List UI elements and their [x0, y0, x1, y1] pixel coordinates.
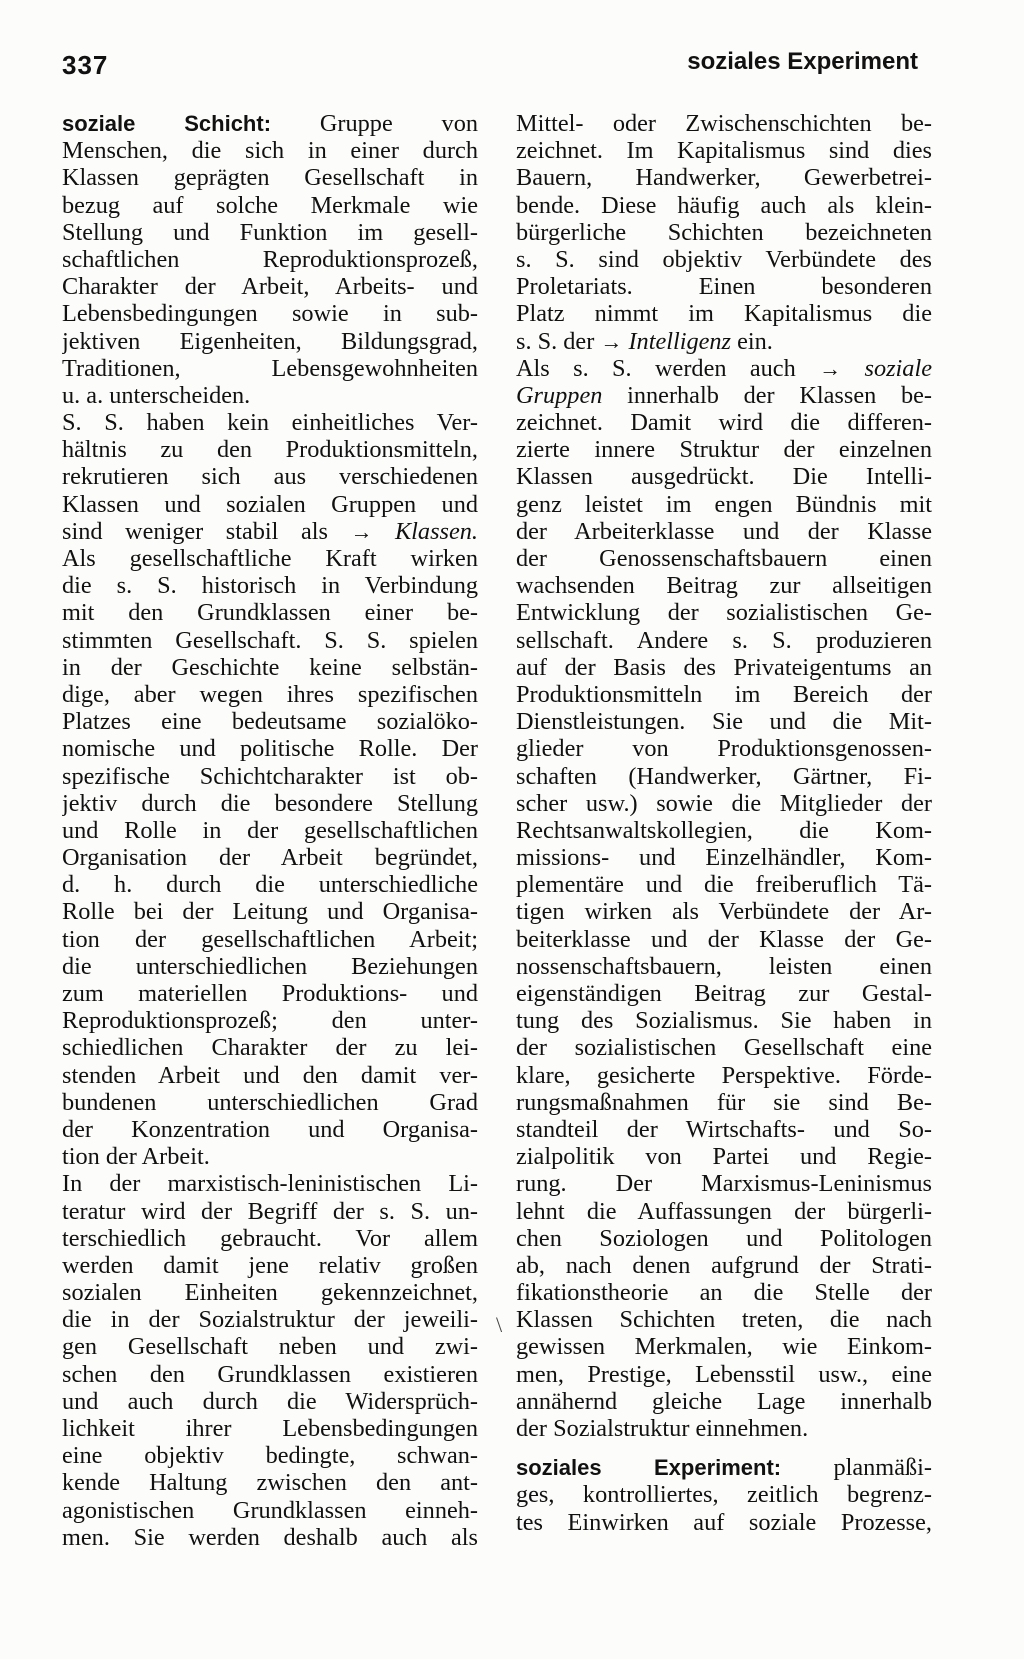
line-text: zeichnet. Im Kapitalismus sind dies — [516, 137, 932, 165]
line-text: Klassen Schichten treten, die nach — [516, 1306, 932, 1334]
text-line — [62, 1170, 478, 1197]
text-line — [62, 1116, 478, 1143]
cross-reference-term: Klassen. — [372, 517, 478, 545]
text-line — [516, 1198, 932, 1225]
line-text: tung des Sozialismus. Sie haben in — [516, 1007, 932, 1035]
text-line — [62, 790, 478, 817]
line-text: zierte innere Struktur der einzelnen — [516, 436, 932, 464]
line-text: ges, kontrolliertes, zeitlich begrenz- — [516, 1481, 932, 1509]
line-text: der Konzentration und Organisa- — [62, 1115, 478, 1143]
line-text: s. S. der — [516, 327, 601, 355]
line-text: bezug auf solche Merkmale wie — [62, 191, 478, 219]
text-line — [516, 328, 932, 355]
line-text: Charakter der Arbeit, Arbeits- und — [62, 273, 478, 301]
text-line — [516, 355, 932, 382]
text-line — [62, 926, 478, 953]
line-text: in der Geschichte keine selbstän- — [62, 653, 478, 681]
line-text: fikationstheorie an die Stelle der — [516, 1279, 932, 1307]
line-text: und auch durch die Widersprüch- — [62, 1387, 478, 1415]
text-line — [516, 980, 932, 1007]
line-text: sind weniger stabil als — [62, 517, 351, 545]
text-line — [516, 219, 932, 246]
text-line — [516, 1481, 932, 1508]
line-text: plementäre und die freiberuflich Tä- — [516, 871, 932, 899]
line-text: missions- und Einzelhändler, Kom- — [516, 844, 932, 872]
line-text: bundenen unterschiedlichen Grad — [62, 1088, 478, 1116]
line-text: u. a. unterscheiden. — [62, 381, 251, 409]
text-line — [62, 463, 478, 490]
line-text: schaftlichen Reproduktionsprozeß, — [62, 245, 478, 273]
text-line — [516, 926, 932, 953]
line-text: die in der Sozialstruktur der jeweili- — [62, 1306, 478, 1334]
text-line — [62, 110, 478, 137]
text-line — [62, 328, 478, 355]
margin-mark: \ — [496, 1312, 503, 1337]
text-line — [62, 192, 478, 219]
line-text: planmäßi- — [781, 1454, 932, 1482]
line-text: Rolle bei der Leitung und Organisa- — [62, 898, 478, 926]
line-text: zum materiellen Produktions- und — [62, 980, 478, 1007]
line-text: Platzes eine bedeutsame sozialöko- — [62, 708, 478, 736]
line-text: stenden Arbeit und den damit ver- — [62, 1061, 478, 1089]
line-text: jektiv durch die besondere Stellung — [62, 789, 478, 817]
line-text-continued: ein. — [731, 327, 773, 355]
line-text: men. Sie werden deshalb auch als — [62, 1523, 478, 1551]
line-text: chen Soziologen und Politologen — [516, 1224, 932, 1252]
text-line — [62, 654, 478, 681]
text-line — [516, 1143, 932, 1170]
line-text: tigen wirken als Verbündete der Ar- — [516, 898, 932, 926]
text-line — [516, 599, 932, 626]
text-line — [62, 1225, 478, 1252]
text-line — [516, 1415, 932, 1442]
text-line — [62, 1252, 478, 1279]
text-line — [516, 627, 932, 654]
line-text: Als gesellschaftliche Kraft wirken — [62, 545, 478, 572]
cross-reference-term: Gruppen — [516, 381, 603, 409]
text-line — [516, 572, 932, 599]
line-text: wachsenden Beitrag zur allseitigen — [516, 572, 932, 600]
text-line — [516, 382, 932, 409]
line-text: nossenschaftsbauern, leisten einen — [516, 952, 932, 980]
line-text-continued: innerhalb der Klassen be- — [602, 381, 932, 409]
line-text: glieder von Produktionsgenossen- — [516, 735, 932, 763]
text-line — [516, 1225, 932, 1252]
text-line — [516, 137, 932, 164]
cross-reference-term: Intelligenz — [622, 327, 732, 355]
text-line — [516, 1062, 932, 1089]
line-text: Proletariats. Einen besonderen — [516, 273, 932, 301]
line-text: annähernd gleiche Lage innerhalb — [516, 1387, 932, 1415]
text-line — [62, 1007, 478, 1034]
text-line — [62, 817, 478, 844]
text-line — [516, 790, 932, 817]
text-line — [62, 763, 478, 790]
text-line — [62, 708, 478, 735]
text-line — [62, 518, 478, 545]
line-text: eigenständigen Beitrag zur Gestal- — [516, 980, 932, 1007]
line-text: tes Einwirken auf soziale Prozesse, — [516, 1508, 932, 1536]
line-text: Mittel- oder Zwischenschichten be- — [516, 110, 932, 137]
text-line — [62, 409, 478, 436]
text-line — [62, 436, 478, 463]
line-text: gewissen Merkmalen, wie Einkom- — [516, 1333, 932, 1361]
text-line — [516, 1279, 932, 1306]
text-line — [516, 1388, 932, 1415]
text-line — [516, 1252, 932, 1279]
text-line — [62, 871, 478, 898]
line-text: gen Gesellschaft neben und zwi- — [62, 1333, 478, 1361]
line-text: zeichnet. Damit wird die differen- — [516, 409, 932, 437]
left-column — [62, 110, 478, 1551]
text-line — [516, 708, 932, 735]
text-line — [516, 735, 932, 762]
text-line — [516, 409, 932, 436]
line-text: Als s. S. werden auch — [516, 354, 820, 382]
text-line — [62, 681, 478, 708]
text-line — [62, 1415, 478, 1442]
line-text: kende Haltung zwischen den ant- — [62, 1469, 478, 1497]
text-line — [62, 1524, 478, 1551]
text-line — [516, 763, 932, 790]
text-line — [62, 844, 478, 871]
line-text: Klassen und sozialen Gruppen und — [62, 490, 478, 518]
line-text: sozialen Einheiten gekennzeichnet, — [62, 1279, 478, 1307]
text-line — [62, 219, 478, 246]
text-line — [516, 246, 932, 273]
text-line — [516, 1007, 932, 1034]
text-line — [62, 491, 478, 518]
line-text: Gruppe von — [271, 110, 478, 137]
right-column — [516, 110, 932, 1536]
text-line — [516, 110, 932, 137]
line-text: Produktionsmitteln im Bereich der — [516, 680, 932, 708]
line-text: hältnis zu den Produktionsmitteln, — [62, 436, 478, 464]
text-line — [62, 1089, 478, 1116]
line-text: eine objektiv bedingte, schwan- — [62, 1442, 478, 1470]
line-text: die s. S. historisch in Verbindung — [62, 572, 478, 600]
text-line — [62, 382, 478, 409]
line-text: Menschen, die sich in einer durch — [62, 137, 478, 165]
line-text: zialpolitik von Partei und Regie- — [516, 1143, 932, 1171]
line-text: Traditionen, Lebensgewohnheiten — [62, 354, 478, 382]
line-text: Stellung und Funktion im gesell- — [62, 218, 478, 246]
text-line — [516, 1454, 932, 1481]
text-line — [516, 273, 932, 300]
line-text: d. h. durch die unterschiedliche — [62, 871, 478, 899]
text-line — [62, 1333, 478, 1360]
running-head: soziales Experiment — [687, 48, 918, 75]
paragraph-gap — [516, 1442, 932, 1454]
text-line — [62, 1279, 478, 1306]
line-text: ab, nach denen aufgrund der Strati- — [516, 1251, 932, 1279]
line-text: der Sozialstruktur einnehmen. — [516, 1415, 809, 1442]
line-text: standteil der Wirtschafts- und So- — [516, 1115, 932, 1143]
text-line — [62, 735, 478, 762]
line-text: Klassen ausgedrückt. Die Intelli- — [516, 463, 932, 491]
text-line — [516, 1170, 932, 1197]
entry-keyword: soziales Experiment: — [516, 1455, 782, 1481]
text-line — [62, 1198, 478, 1225]
line-text: schaften (Handwerker, Gärtner, Fi- — [516, 762, 932, 790]
text-line — [62, 246, 478, 273]
text-line — [62, 953, 478, 980]
text-line — [62, 1442, 478, 1469]
text-line — [516, 898, 932, 925]
line-text: die unterschiedlichen Beziehungen — [62, 952, 478, 980]
line-text: Platz nimmt im Kapitalismus die — [516, 300, 932, 328]
text-line — [62, 1361, 478, 1388]
text-line — [516, 545, 932, 572]
line-text: schen den Grundklassen existieren — [62, 1360, 478, 1388]
line-text: terschiedlich gebraucht. Vor allem — [62, 1224, 478, 1252]
cross-reference-term: soziale — [841, 354, 932, 382]
text-line — [516, 192, 932, 219]
line-text: Organisation der Arbeit begründet, — [62, 844, 478, 872]
cross-reference-arrow: → — [819, 355, 842, 381]
text-line — [516, 681, 932, 708]
line-text: lichkeit ihrer Lebensbedingungen — [62, 1415, 478, 1442]
line-text: auf der Basis des Privateigentums an — [516, 653, 932, 681]
line-text: dige, aber wegen ihres spezifischen — [62, 680, 478, 708]
line-text: tion der Arbeit. — [62, 1143, 210, 1171]
text-line — [62, 572, 478, 599]
cross-reference-arrow: → — [350, 518, 373, 544]
line-text: der Genossenschaftsbauern einen — [516, 545, 932, 572]
text-line — [516, 1089, 932, 1116]
line-text: rekrutieren sich aus verschiedenen — [62, 463, 478, 491]
text-line — [62, 898, 478, 925]
text-line — [516, 953, 932, 980]
line-text: schiedlichen Charakter der zu lei- — [62, 1034, 478, 1062]
text-line — [62, 980, 478, 1007]
line-text: S. S. haben kein einheitliches Ver- — [62, 409, 478, 437]
cross-reference-arrow: → — [600, 328, 623, 354]
line-text: klare, gesicherte Perspektive. Förde- — [516, 1061, 932, 1089]
text-line — [516, 1116, 932, 1143]
text-line — [516, 164, 932, 191]
line-text: Bauern, Handwerker, Gewerbetrei- — [516, 164, 932, 192]
line-text: der sozialistischen Gesellschaft eine — [516, 1034, 932, 1062]
line-text: Klassen geprägten Gesellschaft in — [62, 164, 478, 192]
text-line — [62, 1469, 478, 1496]
line-text: spezifische Schichtcharakter ist ob- — [62, 762, 478, 790]
text-line — [516, 844, 932, 871]
line-text: agonistischen Grundklassen einneh- — [62, 1496, 478, 1524]
text-line — [516, 654, 932, 681]
text-line — [516, 1333, 932, 1360]
line-text: der Arbeiterklasse und der Klasse — [516, 517, 932, 545]
text-line — [62, 1497, 478, 1524]
text-line — [62, 1143, 478, 1170]
text-line — [516, 1306, 932, 1333]
text-line — [516, 436, 932, 463]
text-line — [516, 871, 932, 898]
line-text: bende. Diese häufig auch als klein- — [516, 191, 932, 219]
text-line — [62, 599, 478, 626]
line-text: mit den Grundklassen einer be- — [62, 599, 478, 627]
text-line — [62, 545, 478, 572]
text-line — [62, 627, 478, 654]
line-text: Lebensbedingungen sowie in sub- — [62, 300, 478, 328]
line-text: Reproduktionsprozeß; den unter- — [62, 1007, 478, 1035]
text-line — [516, 817, 932, 844]
text-line — [62, 164, 478, 191]
line-text: Entwicklung der sozialistischen Ge- — [516, 599, 932, 627]
text-line — [516, 463, 932, 490]
line-text: s. S. sind objektiv Verbündete des — [516, 245, 932, 273]
text-line — [62, 1034, 478, 1061]
text-line — [516, 491, 932, 518]
line-text: sellschaft. Andere s. S. produzieren — [516, 626, 932, 654]
line-text: bürgerliche Schichten bezeichneten — [516, 218, 932, 246]
line-text: Rechtsanwaltskollegien, die Kom- — [516, 816, 932, 844]
line-text: rungsmaßnahmen für sie sind Be- — [516, 1088, 932, 1116]
line-text: genz leistet im engen Bündnis mit — [516, 490, 932, 518]
text-line — [62, 300, 478, 327]
text-line — [516, 300, 932, 327]
entry-keyword: soziale Schicht: — [62, 111, 272, 136]
text-line — [62, 1306, 478, 1333]
text-line — [62, 137, 478, 164]
line-text: und Rolle in der gesellschaftlichen — [62, 816, 478, 844]
line-text: In der marxistisch-leninistischen Li- — [62, 1170, 478, 1198]
text-line — [62, 1388, 478, 1415]
text-line — [62, 1062, 478, 1089]
line-text: teratur wird der Begriff der s. S. un- — [62, 1197, 478, 1225]
text-line — [516, 1509, 932, 1536]
line-text: Dienstleistungen. Sie und die Mit- — [516, 708, 932, 736]
line-text: jektiven Eigenheiten, Bildungsgrad, — [62, 327, 478, 355]
line-text: nomische und politische Rolle. Der — [62, 735, 478, 763]
text-line — [516, 1034, 932, 1061]
text-line — [516, 518, 932, 545]
line-text: scher usw.) sowie die Mitglieder der — [516, 789, 932, 817]
line-text: tion der gesellschaftlichen Arbeit; — [62, 925, 478, 953]
line-text: men, Prestige, Lebensstil usw., eine — [516, 1360, 932, 1388]
line-text: rung. Der Marxismus-Leninismus — [516, 1170, 932, 1198]
text-line — [62, 355, 478, 382]
line-text: beiterklasse und der Klasse der Ge- — [516, 925, 932, 953]
page-number: 337 — [62, 50, 109, 80]
text-line — [516, 1361, 932, 1388]
line-text: stimmten Gesellschaft. S. S. spielen — [62, 626, 478, 654]
text-line — [62, 273, 478, 300]
line-text: werden damit jene relativ großen — [62, 1251, 478, 1279]
line-text: lehnt die Auffassungen der bürgerli- — [516, 1197, 932, 1225]
